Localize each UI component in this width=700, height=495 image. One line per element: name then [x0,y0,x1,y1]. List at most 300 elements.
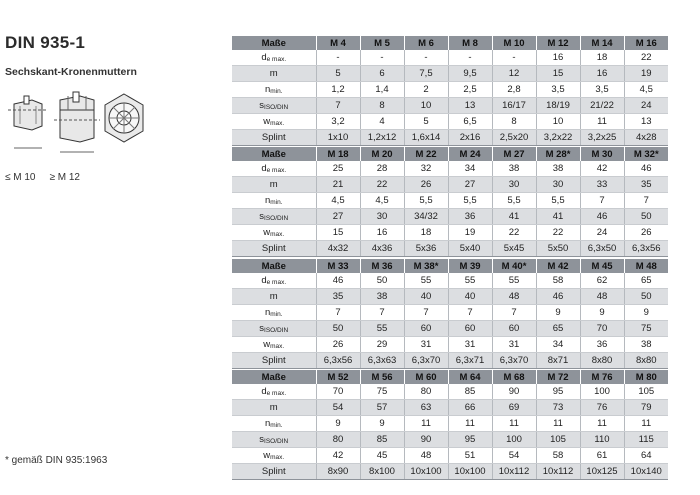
header-cell-size: M 16 [624,36,668,50]
table-cell: 42 [316,448,360,464]
table-cell: 105 [624,384,668,400]
table-row [232,130,668,146]
header-cell-size: M 80 [624,370,668,384]
table-cell: 4x36 [360,241,404,257]
table-row [232,416,668,432]
row-label [232,273,316,289]
table-cell: 6,5 [448,114,492,130]
dimension-table [232,370,668,480]
table-cell: 34/32 [404,209,448,225]
header-cell-size: M 8 [448,36,492,50]
table-cell: 16 [536,50,580,66]
row-label-main: m [269,402,278,413]
header-cell-size: M 45 [580,259,624,273]
table-row [232,177,668,193]
size-label-small: ≤ M 10 [5,172,36,183]
row-label [232,241,316,257]
header-cell-size: M 6 [404,36,448,50]
table-cell: 8x90 [316,464,360,480]
table-cell: 7 [624,193,668,209]
dimension-table-4 [232,370,668,480]
table-cell: 29 [360,337,404,353]
table-cell: 22 [624,50,668,66]
row-label-main: w [263,227,271,238]
table-cell: 11 [536,416,580,432]
table-row [232,161,668,177]
table-cell: 7 [580,193,624,209]
table-cell: 115 [624,432,668,448]
table-cell: 24 [580,225,624,241]
table-cell: 70 [316,384,360,400]
table-cell: 18 [580,50,624,66]
table-cell: 40 [404,289,448,305]
table-cell: - [404,50,448,66]
row-label-subscript: e max. [266,390,287,397]
table-cell: 80 [316,432,360,448]
table-cell: 41 [492,209,536,225]
table-cell: 69 [492,400,536,416]
table-cell: 8x80 [624,353,668,369]
table-cell: 75 [360,384,404,400]
table-cell: 48 [580,289,624,305]
table-cell: 55 [448,273,492,289]
row-label-main: d [261,163,267,174]
dimension-table-3 [232,259,668,369]
row-label [232,305,316,321]
table-cell: 42 [580,161,624,177]
table-row [232,225,668,241]
dimension-table-2 [232,147,668,257]
table-cell: 90 [404,432,448,448]
table-row [232,82,668,98]
table-cell: 80 [404,384,448,400]
table-cell: 22 [536,225,580,241]
header-cell-size: M 20 [360,147,404,161]
table-cell: 55 [492,273,536,289]
table-cell: 2 [404,82,448,98]
row-label [232,161,316,177]
table-cell: 6,3x71 [448,353,492,369]
table-cell: 11 [448,416,492,432]
table-cell: 38 [536,161,580,177]
header-cell-size: M 36 [360,259,404,273]
header-cell-size: M 27 [492,147,536,161]
row-label-main: d [261,275,267,286]
table-cell: 9 [536,305,580,321]
row-label-main: d [261,52,267,63]
table-cell: 100 [580,384,624,400]
table-cell: 10x100 [404,464,448,480]
size-labels [5,172,80,183]
table-cell: 15 [316,225,360,241]
header-cell-size: M 12 [536,36,580,50]
header-cell-size: M 48 [624,259,668,273]
table-cell: 76 [580,400,624,416]
header-cell-size: M 56 [360,370,404,384]
row-label-main: d [261,386,267,397]
table-cell: 41 [536,209,580,225]
table-cell: 4,5 [316,193,360,209]
table-cell: 60 [492,321,536,337]
table-cell: 7 [492,305,536,321]
row-label-subscript: min. [270,199,283,206]
header-cell-size: M 52 [316,370,360,384]
table-cell: 5x36 [404,241,448,257]
table-cell: 26 [624,225,668,241]
header-cell-size: M 38* [404,259,448,273]
table-cell: 8x71 [536,353,580,369]
table-cell: 3,2 [316,114,360,130]
table-cell: 46 [316,273,360,289]
row-label [232,209,316,225]
table-cell: 6,3x56 [624,241,668,257]
table-cell: 50 [624,289,668,305]
table-cell: 9 [580,305,624,321]
table-cell: 36 [448,209,492,225]
table-cell: 30 [360,209,404,225]
row-label-subscript: max. [270,454,285,461]
table-cell: 10x125 [580,464,624,480]
table-cell: 11 [580,114,624,130]
table-cell: - [492,50,536,66]
table-cell: 8x100 [360,464,404,480]
table-cell: 95 [448,432,492,448]
table-row [232,337,668,353]
nut-drawing-image [2,86,152,168]
table-header-row [232,259,668,273]
table-cell: 7 [404,305,448,321]
table-row [232,209,668,225]
row-label [232,353,316,369]
table-cell: 6,3x56 [316,353,360,369]
table-cell: 70 [580,321,624,337]
header-cell-size: M 42 [536,259,580,273]
table-cell: 64 [624,448,668,464]
row-label-subscript: max. [270,120,285,127]
table-cell: - [316,50,360,66]
table-cell: 18/19 [536,98,580,114]
table-cell: 10 [404,98,448,114]
table-cell: 48 [492,289,536,305]
table-cell: 5,5 [492,193,536,209]
table-cell: 33 [580,177,624,193]
table-cell: 11 [580,416,624,432]
table-cell: 50 [360,273,404,289]
table-cell: 58 [536,448,580,464]
header-cell-label: Maße [232,259,316,273]
table-cell: 3,5 [536,82,580,98]
table-cell: 85 [360,432,404,448]
table-cell: 60 [404,321,448,337]
table-cell: 11 [404,416,448,432]
dimension-table [232,36,668,146]
dimension-table [232,147,668,257]
table-cell: 38 [360,289,404,305]
table-cell: 3,2x25 [580,130,624,146]
size-label-large: ≥ M 12 [49,172,80,183]
table-cell: 6,3x70 [492,353,536,369]
table-cell: 8 [360,98,404,114]
table-cell: 5x40 [448,241,492,257]
header-cell-size: M 64 [448,370,492,384]
table-cell: 10 [536,114,580,130]
header-cell-size: M 14 [580,36,624,50]
table-cell: 1,6x14 [404,130,448,146]
table-cell: 1,2x12 [360,130,404,146]
table-cell: 13 [624,114,668,130]
row-label [232,289,316,305]
row-label [232,50,316,66]
table-cell: 5 [316,66,360,82]
table-cell: 31 [448,337,492,353]
table-cell: 55 [360,321,404,337]
row-label [232,448,316,464]
table-cell: 16 [360,225,404,241]
row-label-main: Splint [261,132,286,143]
table-cell: 10x140 [624,464,668,480]
row-label [232,400,316,416]
table-cell: 65 [536,321,580,337]
table-cell: 1,2 [316,82,360,98]
table-cell: 18 [404,225,448,241]
table-cell: 3,5 [580,82,624,98]
table-cell: 95 [536,384,580,400]
row-label [232,464,316,480]
page-subtitle: Sechskant-Kronenmuttern [5,66,137,78]
table-cell: 6,3x50 [580,241,624,257]
table-cell: 38 [492,161,536,177]
table-cell: 61 [580,448,624,464]
header-cell-size: M 5 [360,36,404,50]
header-cell-size: M 22 [404,147,448,161]
row-label-main: m [269,68,278,79]
table-cell: 4,5 [624,82,668,98]
table-cell: 34 [448,161,492,177]
table-cell: 9 [316,416,360,432]
header-cell-size: M 72 [536,370,580,384]
table-cell: 7 [448,305,492,321]
table-cell: 31 [492,337,536,353]
table-cell: 5,5 [404,193,448,209]
row-label-subscript: e max. [266,279,287,286]
table-row [232,464,668,480]
table-cell: 25 [316,161,360,177]
table-row [232,66,668,82]
table-row [232,321,668,337]
table-cell: 63 [404,400,448,416]
table-cell: 26 [404,177,448,193]
table-cell: 9,5 [448,66,492,82]
table-cell: 65 [624,273,668,289]
row-label-main: n [264,84,271,95]
row-label-subscript: ISO/DIN [264,438,289,445]
table-cell: 30 [536,177,580,193]
table-cell: 50 [624,209,668,225]
table-row [232,241,668,257]
table-cell: 4x28 [624,130,668,146]
table-cell: 7 [360,305,404,321]
table-cell: 46 [536,289,580,305]
row-label-subscript: ISO/DIN [264,104,289,111]
table-cell: 34 [536,337,580,353]
table-cell: 22 [360,177,404,193]
row-label-main: Splint [261,243,286,254]
table-cell: 38 [624,337,668,353]
table-cell: 35 [624,177,668,193]
table-cell: 24 [624,98,668,114]
table-row [232,114,668,130]
table-cell: 46 [580,209,624,225]
table-cell: 5,5 [536,193,580,209]
dimension-table-1 [232,36,668,146]
header-cell-size: M 18 [316,147,360,161]
table-cell: 2x16 [448,130,492,146]
header-cell-size: M 28* [536,147,580,161]
table-cell: 10x112 [536,464,580,480]
table-cell: 6,3x63 [360,353,404,369]
row-label [232,130,316,146]
table-cell: 1x10 [316,130,360,146]
table-row [232,305,668,321]
header-cell-size: M 60 [404,370,448,384]
table-row [232,193,668,209]
row-label-subscript: min. [270,311,283,318]
table-cell: 85 [448,384,492,400]
header-cell-size: M 33 [316,259,360,273]
table-cell: 54 [316,400,360,416]
row-label-main: s [259,323,265,334]
row-label-main: w [263,339,271,350]
table-cell: 50 [316,321,360,337]
row-label [232,98,316,114]
table-cell: 16/17 [492,98,536,114]
row-label-main: s [259,211,265,222]
page-title: DIN 935-1 [5,33,86,52]
row-label [232,193,316,209]
row-label [232,225,316,241]
table-cell: 5x45 [492,241,536,257]
table-cell: 13 [448,98,492,114]
table-cell: 8 [492,114,536,130]
table-cell: 60 [448,321,492,337]
table-cell: 11 [492,416,536,432]
table-cell: 10x100 [448,464,492,480]
table-header-row [232,36,668,50]
table-cell: 40 [448,289,492,305]
table-row [232,98,668,114]
table-cell: 8x80 [580,353,624,369]
table-row [232,289,668,305]
row-label [232,66,316,82]
table-row [232,384,668,400]
table-cell: 6,3x70 [404,353,448,369]
table-cell: 55 [404,273,448,289]
table-cell: 2,8 [492,82,536,98]
table-cell: 15 [536,66,580,82]
row-label-main: s [259,434,265,445]
table-cell: 19 [624,66,668,82]
table-cell: 10x112 [492,464,536,480]
table-cell: 26 [316,337,360,353]
table-cell: 46 [624,161,668,177]
row-label-main: w [263,450,271,461]
row-label-main: n [264,418,271,429]
table-cell: 27 [448,177,492,193]
table-row [232,273,668,289]
table-cell: 31 [404,337,448,353]
table-cell: 28 [360,161,404,177]
table-cell: 110 [580,432,624,448]
row-label [232,114,316,130]
table-cell: 4 [360,114,404,130]
row-label-subscript: min. [270,88,283,95]
table-cell: 7 [316,305,360,321]
table-row [232,448,668,464]
table-cell: 2,5 [448,82,492,98]
table-header-row [232,370,668,384]
table-cell: 22 [492,225,536,241]
table-cell: 54 [492,448,536,464]
table-cell: - [448,50,492,66]
table-cell: 62 [580,273,624,289]
row-label-subscript: e max. [266,56,287,63]
table-cell: 19 [448,225,492,241]
row-label-subscript: ISO/DIN [264,327,289,334]
header-cell-size: M 24 [448,147,492,161]
table-cell: 16 [580,66,624,82]
table-cell: 4x32 [316,241,360,257]
header-cell-size: M 68 [492,370,536,384]
table-cell: 7 [316,98,360,114]
table-cell: 9 [360,416,404,432]
table-cell: 12 [492,66,536,82]
table-cell: 79 [624,400,668,416]
row-label-main: n [264,195,271,206]
table-cell: 21/22 [580,98,624,114]
row-label-subscript: min. [270,422,283,429]
header-cell-size: M 40* [492,259,536,273]
table-row [232,50,668,66]
row-label-main: m [269,291,278,302]
table-cell: 21 [316,177,360,193]
table-cell: 73 [536,400,580,416]
table-cell: 3,2x22 [536,130,580,146]
header-cell-size: M 30 [580,147,624,161]
table-cell: 58 [536,273,580,289]
table-cell: 100 [492,432,536,448]
table-cell: 90 [492,384,536,400]
row-label-main: w [263,116,271,127]
row-label-main: n [264,307,271,318]
table-cell: 11 [624,416,668,432]
table-cell: 4,5 [360,193,404,209]
row-label-main: s [259,100,265,111]
table-cell: 51 [448,448,492,464]
header-cell-size: M 10 [492,36,536,50]
row-label [232,177,316,193]
table-cell: 36 [580,337,624,353]
table-cell: 1,4 [360,82,404,98]
header-cell-label: Maße [232,147,316,161]
table-cell: 66 [448,400,492,416]
row-label [232,432,316,448]
table-header-row [232,147,668,161]
table-cell: 35 [316,289,360,305]
row-label-main: Splint [261,466,286,477]
table-cell: 2,5x20 [492,130,536,146]
table-cell: 105 [536,432,580,448]
table-row [232,400,668,416]
